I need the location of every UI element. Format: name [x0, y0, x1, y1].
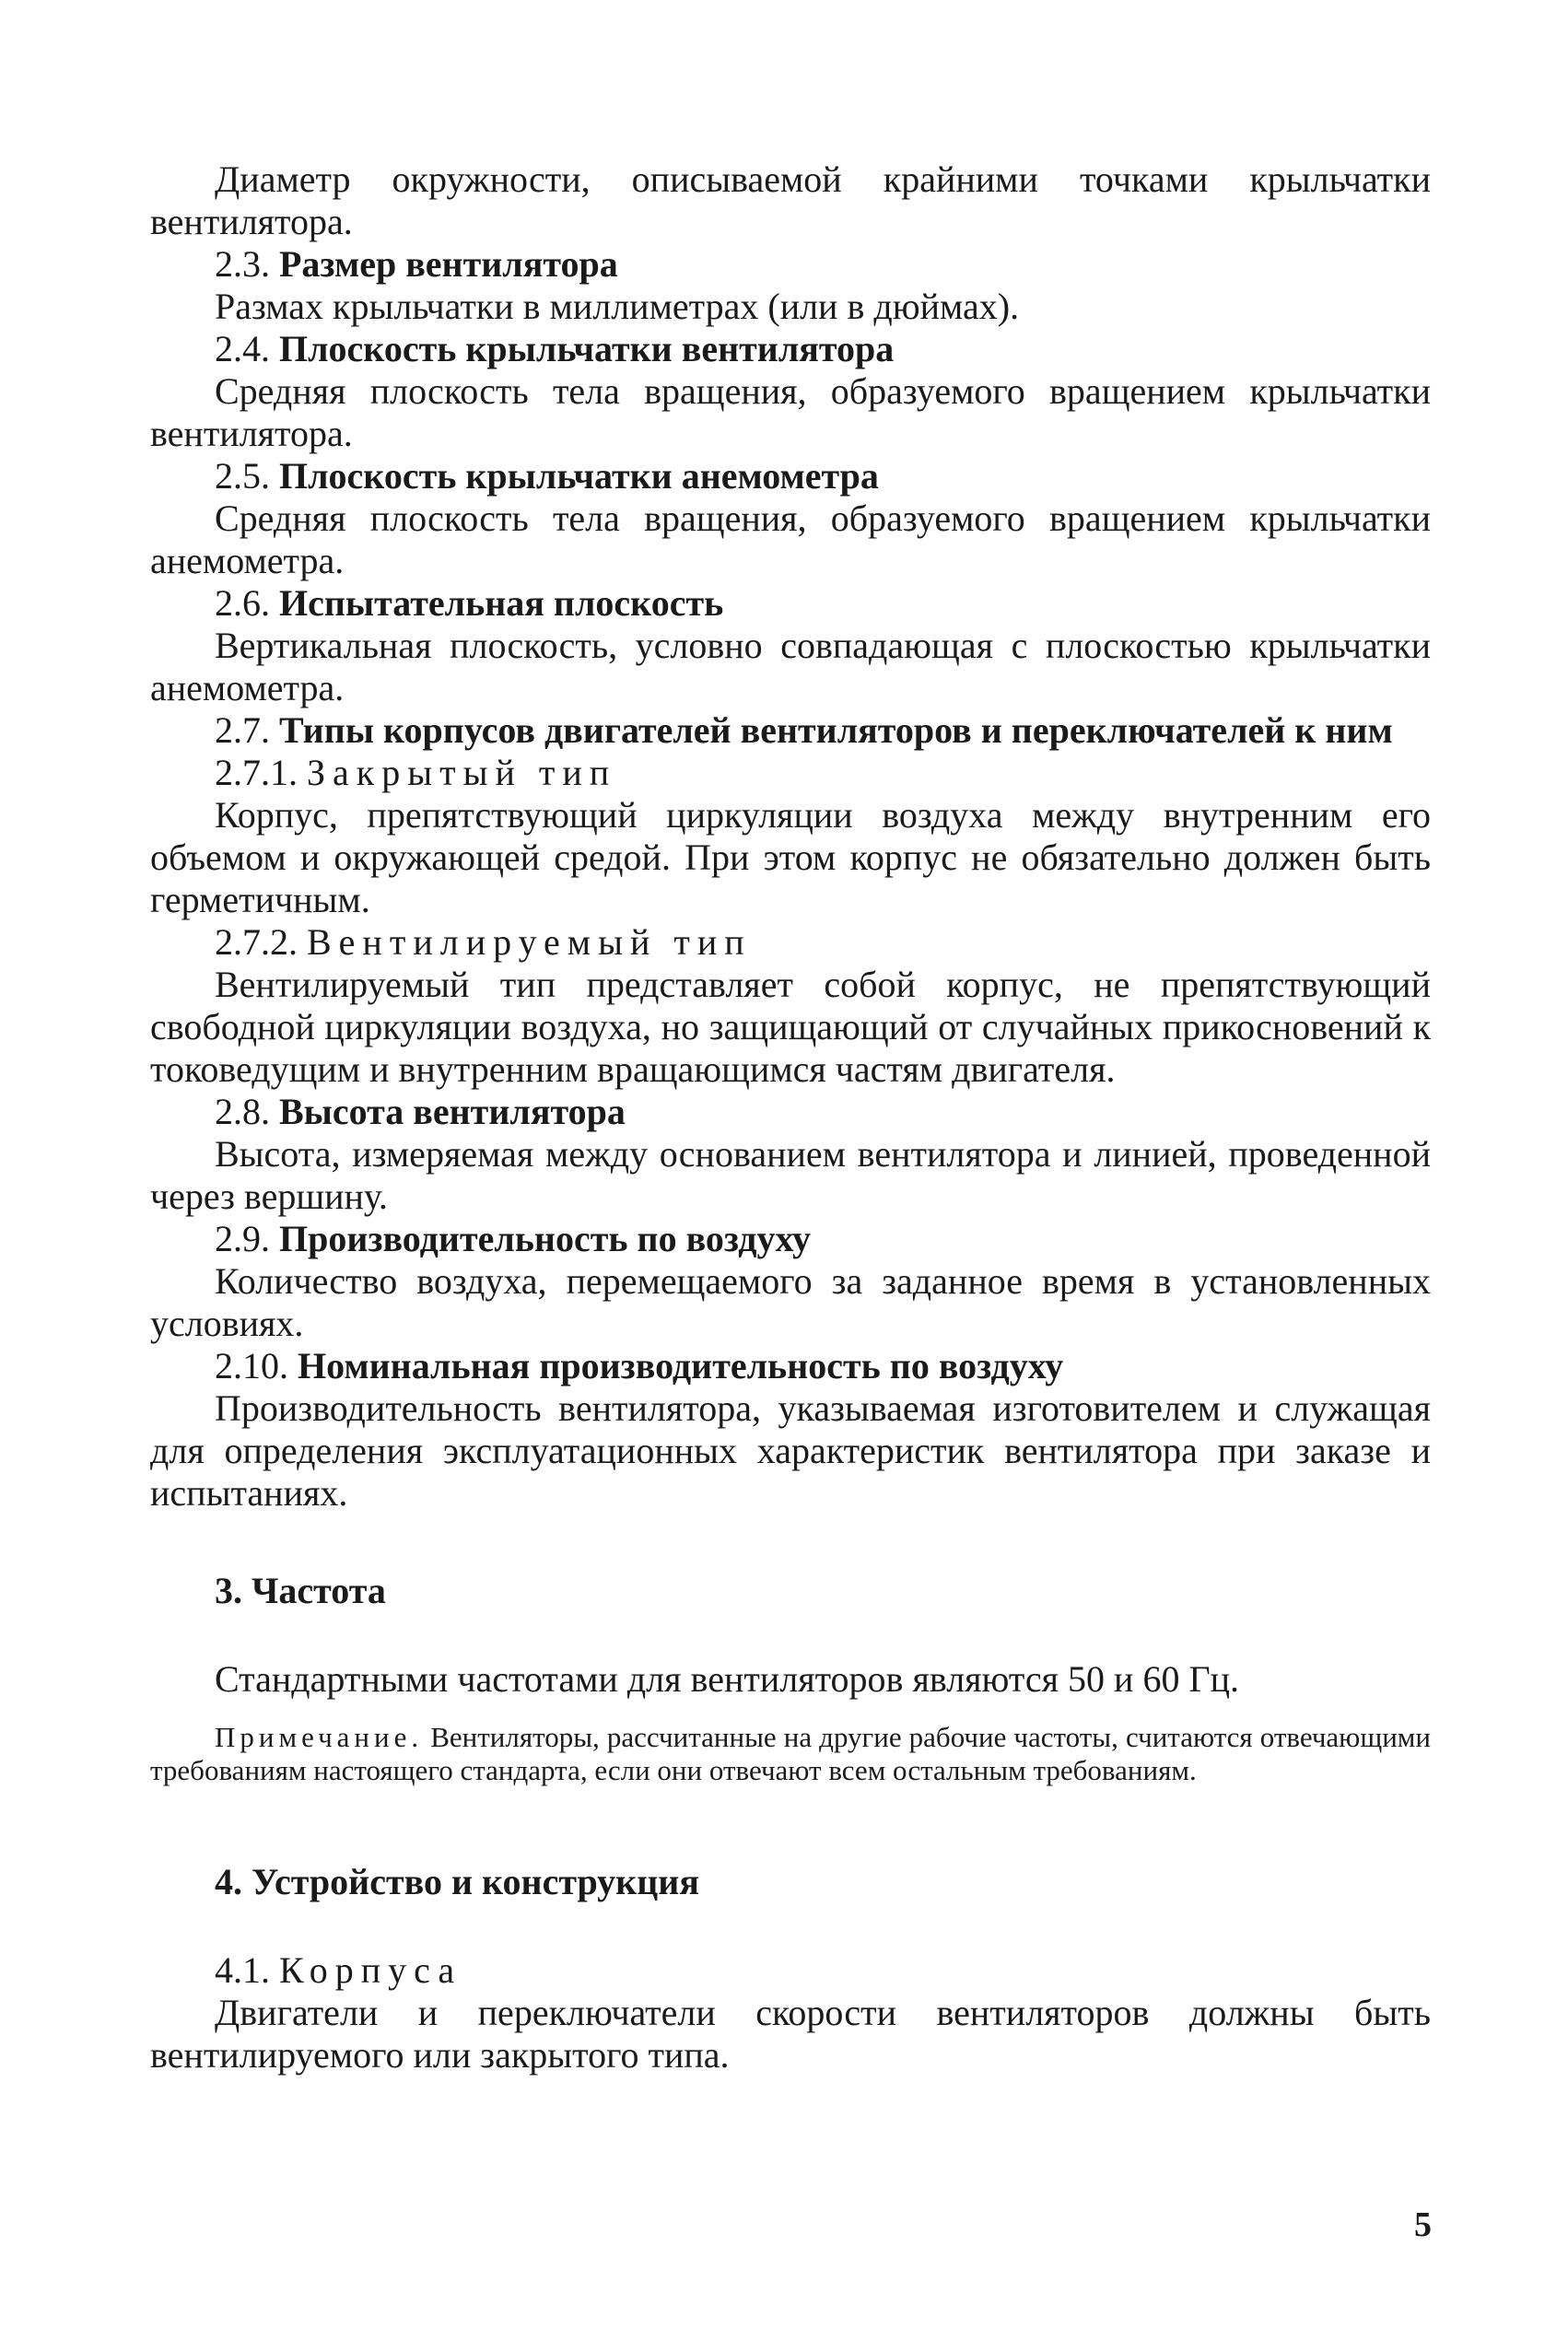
- clause-number: 2.9.: [215, 1218, 270, 1259]
- clause-number: 4.1.: [215, 1949, 270, 1991]
- clause-number: 2.8.: [215, 1091, 270, 1132]
- clause-number: 2.10.: [215, 1345, 288, 1386]
- clause-number: 2.6.: [215, 582, 270, 624]
- section-heading: 3. Частота: [215, 1570, 386, 1611]
- clause-number: 2.7.2.: [215, 921, 298, 963]
- clause-title: Размер вентилятора: [279, 243, 618, 285]
- paragraph: Средняя плоскость тела вращения, образуемого вращением крыльчатки анемометра.: [150, 497, 1431, 581]
- paragraph: Диаметр окружности, описываемой крайними точками крыльчатки вентилятора.: [150, 158, 1431, 242]
- paragraph: Размах крыльчатки в миллиметрах (или в дюймах).: [215, 286, 1020, 327]
- subclause-title: Корпуса: [279, 1949, 462, 1991]
- document-page: [150, 158, 1431, 2076]
- subclause-title: Закрытый тип: [307, 752, 617, 793]
- clause-title: Плоскость крыльчатки анемометра: [279, 455, 879, 497]
- clause-number: 2.5.: [215, 455, 270, 497]
- clause-heading: [215, 243, 1431, 286]
- clause-number: 2.3.: [215, 243, 270, 285]
- paragraph: Высота, измеряемая между основанием вентилятора и линией, проведенной через вершину.: [150, 1133, 1431, 1217]
- page-number: 5: [1414, 2205, 1432, 2244]
- paragraph: Вентилируемый тип представляет собой корпус, не препятствующий свободной циркуляции воздуха, но защищающий от случайных прикосновений к токоведущим и внутренним вращающимся частям двигателя.: [150, 964, 1431, 1090]
- clause-number: 2.7.1.: [215, 752, 298, 793]
- note-text: Вентиляторы, рассчитанные на другие рабочие частоты, считаются отвечающими требованиям настоящего стандарта, если они отвечают всем остальным требованиям.: [150, 1721, 1431, 1786]
- subclause-title: Вентилируемый тип: [307, 921, 752, 963]
- clause-number: 2.4.: [215, 328, 270, 369]
- paragraph: Стандартными частотами для вентиляторов являются 50 и 60 Гц.: [215, 1658, 1239, 1700]
- subclause-heading: [215, 752, 1431, 794]
- paragraph: Вертикальная плоскость, условно совпадающая с плоскостью крыльчатки анемометра.: [150, 625, 1431, 708]
- clause-number: 2.7.: [215, 709, 270, 751]
- clause-heading: [215, 455, 1431, 497]
- clause-title: Плоскость крыльчатки вентилятора: [279, 328, 895, 369]
- clause-heading: [215, 1218, 1431, 1260]
- clause-heading: [215, 1091, 1431, 1133]
- subclause-heading: [215, 921, 1431, 964]
- clause-title: Испытательная плоскость: [279, 582, 724, 624]
- paragraph: Средняя плоскость тела вращения, образуемого вращением крыльчатки вентилятора.: [150, 370, 1431, 454]
- paragraph: Корпус, препятствующий циркуляции воздуха между внутренним его объемом и окружающей средой. При этом корпус не обязательно должен быть герметичным.: [150, 794, 1431, 920]
- clause-title: Типы корпусов двигателей вентиляторов и переключателей к ним: [279, 709, 1393, 751]
- section-heading: 4. Устройство и конструкция: [215, 1861, 699, 1902]
- clause-heading: [215, 1345, 1431, 1387]
- clause-heading: [215, 328, 1431, 370]
- note-label: Примечание.: [215, 1721, 424, 1753]
- paragraph: Количество воздуха, перемещаемого за заданное время в установленных условиях.: [150, 1260, 1431, 1344]
- clause-heading: [150, 709, 1431, 752]
- paragraph: Производительность вентилятора, указываемая изготовителем и служащая для определения эксплуатационных характеристик вентилятора при заказе и испытаниях.: [150, 1387, 1431, 1514]
- clause-title: Производительность по воздуху: [279, 1218, 811, 1259]
- clause-title: Номинальная производительность по воздуху: [298, 1345, 1064, 1386]
- clause-heading: [215, 582, 1431, 625]
- clause-title: Высота вентилятора: [279, 1091, 626, 1132]
- subclause-heading: [215, 1949, 1431, 1992]
- note: [150, 1721, 1431, 1787]
- paragraph: Двигатели и переключатели скорости вентиляторов должны быть вентилируемого или закрытого типа.: [150, 1992, 1431, 2076]
